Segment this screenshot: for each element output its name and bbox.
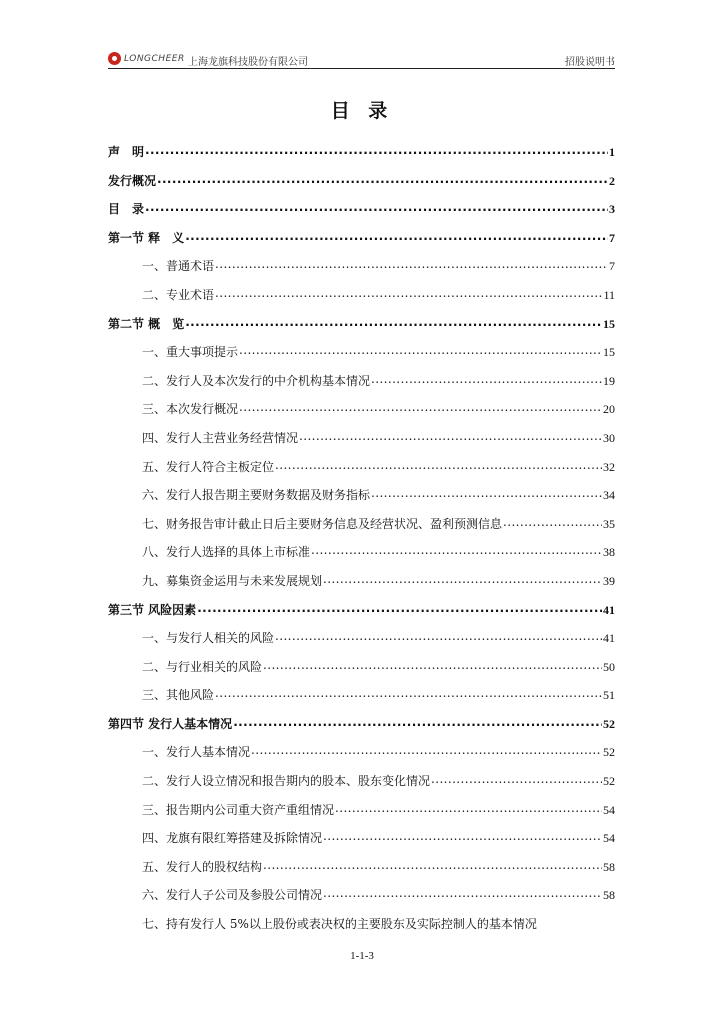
- toc-entry-page: 7: [609, 259, 615, 274]
- toc-entry-label: 六、发行人报告期主要财务数据及财务指标: [142, 488, 371, 503]
- document-type: 招股说明书: [565, 57, 615, 68]
- toc-leader-dots: [263, 851, 602, 880]
- toc-subsection-entry[interactable]: [108, 681, 615, 710]
- toc-section-entry[interactable]: [108, 310, 615, 339]
- table-of-contents: [108, 138, 615, 939]
- toc-subsection-entry[interactable]: [108, 510, 615, 539]
- toc-entry-label: 二、发行人设立情况和报告期内的股本、股东变化情况: [142, 774, 431, 789]
- toc-leader-dots: [275, 622, 602, 651]
- toc-entry-label: 第一节 释 义: [108, 230, 185, 245]
- toc-entry-label: 七、财务报告审计截止日后主要财务信息及经营状况、盈利预测信息: [142, 516, 503, 531]
- toc-entry-label: 二、与行业相关的风险: [142, 659, 263, 674]
- toc-entry-page: 19: [603, 373, 615, 388]
- toc-leader-dots: [145, 136, 608, 165]
- toc-subsection-entry[interactable]: [108, 910, 615, 939]
- toc-entry-page: 41: [603, 602, 615, 617]
- toc-entry-label: 一、普通术语: [142, 259, 215, 274]
- toc-leader-dots: [215, 250, 608, 279]
- toc-entry-label: 第四节 发行人基本情况: [108, 716, 233, 731]
- toc-section-entry[interactable]: [108, 138, 615, 167]
- toc-entry-label: 第二节 概 览: [108, 316, 185, 331]
- toc-entry-page: 50: [603, 659, 615, 674]
- toc-leader-dots: [233, 708, 602, 737]
- toc-entry-page: 2: [609, 173, 615, 188]
- toc-entry-label: 二、专业术语: [142, 287, 215, 302]
- toc-leader-dots: [503, 508, 602, 537]
- toc-section-entry[interactable]: [108, 167, 615, 196]
- toc-entry-label: 第三节 风险因素: [108, 602, 197, 617]
- toc-entry-page: 58: [603, 888, 615, 903]
- toc-subsection-entry[interactable]: [108, 653, 615, 682]
- toc-subsection-entry[interactable]: [108, 624, 615, 653]
- toc-leader-dots: [239, 393, 602, 422]
- logo-text: LONGCHEER: [124, 53, 185, 64]
- toc-subsection-entry[interactable]: [108, 538, 615, 567]
- toc-leader-dots: [299, 422, 602, 451]
- toc-entry-label: 五、发行人的股权结构: [142, 859, 263, 874]
- toc-subsection-entry[interactable]: [108, 567, 615, 596]
- toc-leader-dots: [263, 651, 602, 680]
- toc-entry-page: 39: [603, 573, 615, 588]
- toc-entry-page: 52: [603, 774, 615, 789]
- toc-entry-label: 三、报告期内公司重大资产重组情况: [142, 802, 335, 817]
- toc-leader-dots: [275, 451, 602, 480]
- toc-section-entry[interactable]: [108, 710, 615, 739]
- toc-section-entry[interactable]: [108, 596, 615, 625]
- toc-entry-page: 15: [603, 316, 615, 331]
- toc-section-entry[interactable]: [108, 224, 615, 253]
- toc-entry-label: 七、持有发行人 5%以上股份或表决权的主要股东及实际控制人的基本情况: [142, 917, 537, 932]
- toc-subsection-entry[interactable]: [108, 738, 615, 767]
- toc-entry-label: 四、龙旗有限红筹搭建及拆除情况: [142, 831, 323, 846]
- toc-entry-page: 34: [603, 488, 615, 503]
- toc-subsection-entry[interactable]: [108, 824, 615, 853]
- company-logo: [108, 52, 185, 65]
- toc-entry-page: 41: [603, 631, 615, 646]
- toc-section-entry[interactable]: [108, 195, 615, 224]
- toc-entry-page: 7: [609, 230, 615, 245]
- toc-entry-label: 声 明: [108, 145, 145, 159]
- toc-entry-label: 一、与发行人相关的风险: [142, 631, 275, 646]
- toc-leader-dots: [431, 765, 602, 794]
- toc-entry-page: 3: [609, 202, 615, 217]
- toc-leader-dots: [371, 365, 602, 394]
- toc-subsection-entry[interactable]: [108, 395, 615, 424]
- toc-subsection-entry[interactable]: [108, 453, 615, 482]
- toc-leader-dots: [323, 879, 602, 908]
- toc-subsection-entry[interactable]: [108, 338, 615, 367]
- toc-subsection-entry[interactable]: [108, 281, 615, 310]
- toc-entry-page: 51: [603, 688, 615, 703]
- toc-entry-page: 58: [603, 859, 615, 874]
- toc-subsection-entry[interactable]: [108, 796, 615, 825]
- toc-subsection-entry[interactable]: [108, 481, 615, 510]
- toc-subsection-entry[interactable]: [108, 252, 615, 281]
- toc-entry-page: 30: [603, 430, 615, 445]
- toc-entry-page: 1: [609, 145, 615, 159]
- toc-entry-label: 目 录: [108, 202, 145, 217]
- company-name: 上海龙旗科技股份有限公司: [188, 57, 308, 68]
- toc-entry-label: 一、发行人基本情况: [142, 745, 251, 760]
- toc-leader-dots: [197, 594, 602, 623]
- toc-entry-page: 32: [603, 459, 615, 474]
- toc-entry-page: 38: [603, 545, 615, 560]
- toc-subsection-entry[interactable]: [108, 767, 615, 796]
- page-header: [108, 50, 615, 69]
- toc-entry-page: 54: [603, 802, 615, 817]
- toc-entry-label: 一、重大事项提示: [142, 345, 239, 360]
- toc-leader-dots: [371, 479, 602, 508]
- toc-leader-dots: [215, 279, 602, 308]
- toc-entry-page: 52: [603, 745, 615, 760]
- toc-leader-dots: [239, 336, 602, 365]
- toc-leader-dots: [323, 822, 602, 851]
- longcheer-logo-icon: [108, 52, 121, 65]
- toc-leader-dots: [251, 736, 602, 765]
- toc-entry-page: 35: [603, 516, 615, 531]
- toc-subsection-entry[interactable]: [108, 424, 615, 453]
- toc-entry-label: 二、发行人及本次发行的中介机构基本情况: [142, 373, 371, 388]
- toc-entry-label: 九、募集资金运用与未来发展规划: [142, 573, 323, 588]
- toc-entry-page: 54: [603, 831, 615, 846]
- toc-entry-label: 三、其他风险: [142, 688, 215, 703]
- page-number: 1-1-3: [350, 950, 374, 962]
- toc-entry-page: 11: [603, 287, 615, 302]
- toc-leader-dots: [185, 308, 602, 337]
- page-title: 目 录: [330, 100, 394, 122]
- toc-subsection-entry[interactable]: [108, 367, 615, 396]
- toc-leader-dots: [185, 222, 608, 251]
- toc-subsection-entry[interactable]: [108, 881, 615, 910]
- toc-entry-label: 六、发行人子公司及参股公司情况: [142, 888, 323, 903]
- toc-entry-label: 五、发行人符合主板定位: [142, 459, 275, 474]
- toc-leader-dots: [311, 536, 602, 565]
- toc-entry-page: 15: [603, 345, 615, 360]
- toc-leader-dots: [157, 165, 608, 194]
- toc-leader-dots: [335, 794, 602, 823]
- toc-leader-dots: [145, 193, 608, 222]
- toc-entry-label: 三、本次发行概况: [142, 402, 239, 417]
- toc-entry-page: 52: [603, 716, 615, 731]
- toc-entry-label: 发行概况: [108, 173, 157, 188]
- toc-subsection-entry[interactable]: [108, 853, 615, 882]
- toc-entry-label: 四、发行人主营业务经营情况: [142, 430, 299, 445]
- toc-entry-label: 八、发行人选择的具体上市标准: [142, 545, 311, 560]
- toc-leader-dots: [215, 679, 602, 708]
- toc-leader-dots: [323, 565, 602, 594]
- toc-entry-page: 20: [603, 402, 615, 417]
